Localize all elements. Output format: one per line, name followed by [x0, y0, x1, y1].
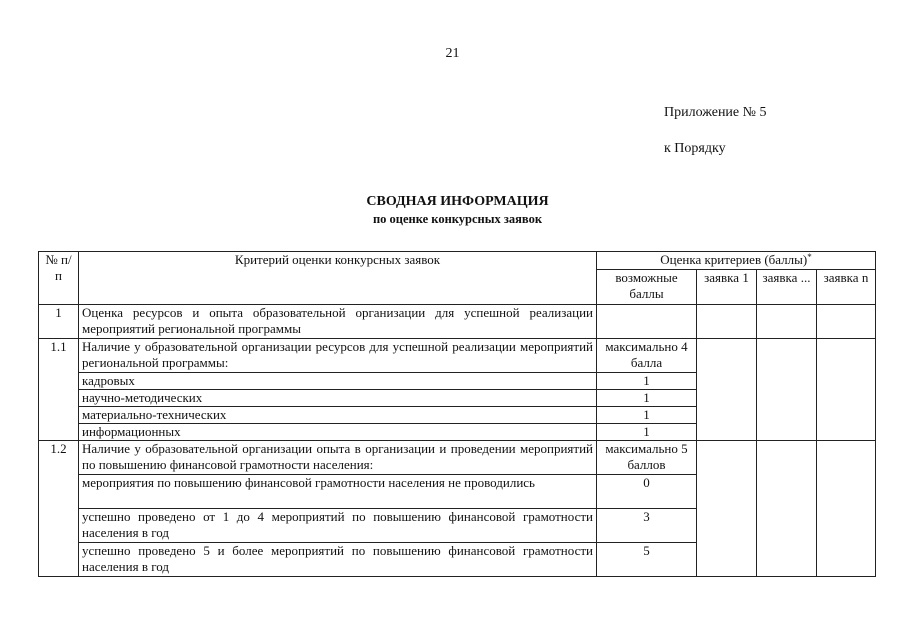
- row-criterion: информационных: [79, 424, 597, 441]
- annex-label: Приложение № 5: [664, 105, 767, 120]
- table-row: [39, 441, 876, 475]
- header-possible-points: возможные баллы: [597, 270, 697, 305]
- score-cell: [817, 441, 876, 577]
- row-points: 1: [597, 424, 697, 441]
- row-points: максимально 5 баллов: [597, 441, 697, 475]
- row-points: 5: [597, 543, 697, 577]
- row-criterion: Наличие у образовательной организации ресурсов для успешной реализации мероприятий региональной программы:: [79, 339, 597, 373]
- annex-reference: к Порядку: [664, 141, 726, 156]
- row-criterion: Наличие у образовательной организации опыта в организации и проведении мероприятий по повышению финансовой грамотности населения:: [79, 441, 597, 475]
- header-assessment-mark: *: [807, 252, 812, 262]
- row-criterion: материально-технических: [79, 407, 597, 424]
- row-points: [597, 305, 697, 339]
- header-assessment: [597, 252, 876, 270]
- row-num: 1.1: [39, 339, 79, 441]
- score-cell: [697, 305, 757, 339]
- header-criterion: Критерий оценки конкурсных заявок: [79, 252, 597, 305]
- row-points: 0: [597, 475, 697, 509]
- table-row: [39, 339, 876, 373]
- row-criterion: мероприятия по повышению финансовой грамотности населения не проводились: [79, 475, 597, 509]
- header-num: № п/п: [39, 252, 79, 305]
- row-points: 1: [597, 407, 697, 424]
- row-num: 1.2: [39, 441, 79, 577]
- score-cell: [757, 441, 817, 577]
- evaluation-table: [38, 251, 876, 577]
- header-assessment-label: Оценка критериев (баллы): [660, 252, 808, 267]
- score-cell: [817, 305, 876, 339]
- row-points: 1: [597, 373, 697, 390]
- document-subtitle: по оценке конкурсных заявок: [372, 212, 543, 226]
- table-header-row: [39, 252, 876, 270]
- row-criterion: успешно проведено от 1 до 4 мероприятий по повышению финансовой грамотности населения в год: [79, 509, 597, 543]
- table-row: [39, 305, 876, 339]
- page-number: 21: [445, 46, 460, 61]
- row-points: 3: [597, 509, 697, 543]
- score-cell: [757, 339, 817, 441]
- score-cell: [817, 339, 876, 441]
- header-application-n: заявка n: [817, 270, 876, 305]
- row-criterion: кадровых: [79, 373, 597, 390]
- row-criterion: научно-методических: [79, 390, 597, 407]
- score-cell: [697, 339, 757, 441]
- row-points: 1: [597, 390, 697, 407]
- row-criterion: Оценка ресурсов и опыта образовательной организации для успешной реализации мероприятий региональной программы: [79, 305, 597, 339]
- score-cell: [697, 441, 757, 577]
- row-num: 1: [39, 305, 79, 339]
- header-application-1: заявка 1: [697, 270, 757, 305]
- document-title: СВОДНАЯ ИНФОРМАЦИЯ: [366, 194, 549, 209]
- row-points: максимально 4 балла: [597, 339, 697, 373]
- score-cell: [757, 305, 817, 339]
- row-criterion: успешно проведено 5 и более мероприятий по повышению финансовой грамотности населения в год: [79, 543, 597, 577]
- header-application-ellipsis: заявка ...: [757, 270, 817, 305]
